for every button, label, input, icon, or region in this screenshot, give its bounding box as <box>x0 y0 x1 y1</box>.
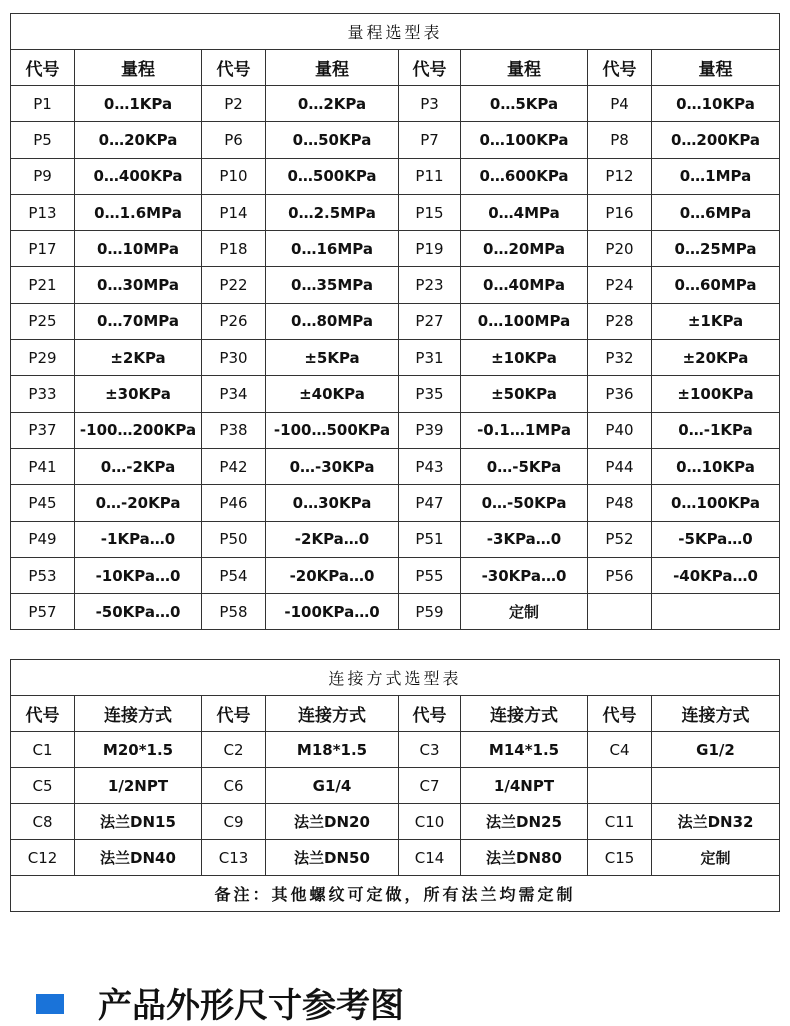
range-value-cell: -100KPa…0 <box>266 594 399 630</box>
range-code-cell: P27 <box>399 303 461 339</box>
range-code-cell: P39 <box>399 412 461 448</box>
connection-value-cell: 1/2NPT <box>75 768 202 804</box>
connection-row <box>11 768 780 804</box>
range-value-cell: 0…50KPa <box>266 122 399 158</box>
range-code-cell: P38 <box>202 412 266 448</box>
connection-code-cell: C4 <box>588 732 652 768</box>
range-row <box>11 267 780 303</box>
range-table-header-row <box>11 50 780 86</box>
range-code-cell: P51 <box>399 521 461 557</box>
range-value-cell: 0…600KPa <box>461 158 588 194</box>
range-value-cell: 0…-20KPa <box>75 485 202 521</box>
range-value-cell: -20KPa…0 <box>266 557 399 593</box>
range-code-cell: P43 <box>399 448 461 484</box>
range-row <box>11 303 780 339</box>
range-value-cell: 0…-2KPa <box>75 448 202 484</box>
range-selection-table <box>10 13 780 630</box>
range-code-cell: P33 <box>11 376 75 412</box>
range-value-cell: 0…10MPa <box>75 231 202 267</box>
range-code-cell: P26 <box>202 303 266 339</box>
range-code-cell: P57 <box>11 594 75 630</box>
connection-table-title-row <box>11 660 780 696</box>
connection-code-cell: C6 <box>202 768 266 804</box>
range-code-cell: P30 <box>202 340 266 376</box>
range-value-cell: 0…200KPa <box>652 122 780 158</box>
range-code-cell: P15 <box>399 194 461 230</box>
connection-row <box>11 840 780 876</box>
range-value-cell: 0…60MPa <box>652 267 780 303</box>
range-value-cell: -2KPa…0 <box>266 521 399 557</box>
connection-note: 备注：其他螺纹可定做，所有法兰均需定制 <box>11 876 780 912</box>
range-code-cell: P36 <box>588 376 652 412</box>
range-value-cell: 0…40MPa <box>461 267 588 303</box>
connection-value-cell: M14*1.5 <box>461 732 588 768</box>
range-code-cell: P7 <box>399 122 461 158</box>
range-code-cell: P29 <box>11 340 75 376</box>
range-code-cell: P11 <box>399 158 461 194</box>
range-code-cell: P42 <box>202 448 266 484</box>
range-value-cell: ±2KPa <box>75 340 202 376</box>
range-value-cell: 0…10KPa <box>652 448 780 484</box>
connection-code-cell: C11 <box>588 804 652 840</box>
range-code-cell: P46 <box>202 485 266 521</box>
range-value-cell: ±10KPa <box>461 340 588 376</box>
range-value-cell: -0.1…1MPa <box>461 412 588 448</box>
range-value-cell: 0…2.5MPa <box>266 194 399 230</box>
range-code-cell: P54 <box>202 557 266 593</box>
connection-header-cell: 连接方式 <box>75 696 202 732</box>
range-value-cell: 0…-5KPa <box>461 448 588 484</box>
range-code-cell: P18 <box>202 231 266 267</box>
connection-value-cell: M20*1.5 <box>75 732 202 768</box>
range-code-cell: P40 <box>588 412 652 448</box>
range-value-cell: ±30KPa <box>75 376 202 412</box>
range-value-cell: -40KPa…0 <box>652 557 780 593</box>
range-row <box>11 412 780 448</box>
connection-header-cell: 连接方式 <box>266 696 399 732</box>
range-row <box>11 448 780 484</box>
connection-header-cell: 代号 <box>202 696 266 732</box>
range-value-cell: 0…500KPa <box>266 158 399 194</box>
range-table-title-row <box>11 14 780 50</box>
range-code-cell: P55 <box>399 557 461 593</box>
range-code-cell: P32 <box>588 340 652 376</box>
connection-code-cell: C12 <box>11 840 75 876</box>
range-code-cell: P50 <box>202 521 266 557</box>
range-table-title: 量程选型表 <box>11 14 780 50</box>
range-value-cell: ±50KPa <box>461 376 588 412</box>
range-value-cell: 0…100MPa <box>461 303 588 339</box>
range-row <box>11 340 780 376</box>
range-value-cell: 0…1MPa <box>652 158 780 194</box>
range-code-cell: P14 <box>202 194 266 230</box>
range-code-cell: P28 <box>588 303 652 339</box>
section-heading-text: 产品外形尺寸参考图 <box>98 986 404 1026</box>
range-code-cell: P35 <box>399 376 461 412</box>
range-value-cell: -10KPa…0 <box>75 557 202 593</box>
connection-code-cell <box>588 768 652 804</box>
connection-value-cell: 1/4NPT <box>461 768 588 804</box>
range-value-cell: 0…16MPa <box>266 231 399 267</box>
range-value-cell: 0…100KPa <box>652 485 780 521</box>
range-code-cell: P49 <box>11 521 75 557</box>
range-value-cell: 0…80MPa <box>266 303 399 339</box>
range-value-cell: ±5KPa <box>266 340 399 376</box>
connection-code-cell: C7 <box>399 768 461 804</box>
range-code-cell: P24 <box>588 267 652 303</box>
connection-code-cell: C3 <box>399 732 461 768</box>
connection-value-cell: 法兰DN15 <box>75 804 202 840</box>
connection-header-cell: 连接方式 <box>652 696 780 732</box>
range-value-cell: 0…2KPa <box>266 86 399 122</box>
range-row <box>11 521 780 557</box>
range-code-cell: P13 <box>11 194 75 230</box>
range-code-cell: P19 <box>399 231 461 267</box>
range-value-cell: ±40KPa <box>266 376 399 412</box>
section-heading <box>36 984 404 1024</box>
range-code-cell: P59 <box>399 594 461 630</box>
range-row <box>11 158 780 194</box>
range-code-cell: P9 <box>11 158 75 194</box>
range-value-cell: 0…4MPa <box>461 194 588 230</box>
connection-header-cell: 连接方式 <box>461 696 588 732</box>
range-code-cell: P45 <box>11 485 75 521</box>
range-code-cell: P10 <box>202 158 266 194</box>
range-code-cell: P20 <box>588 231 652 267</box>
range-code-cell: P37 <box>11 412 75 448</box>
connection-row <box>11 732 780 768</box>
range-code-cell: P3 <box>399 86 461 122</box>
range-value-cell: 0…-30KPa <box>266 448 399 484</box>
connection-code-cell: C2 <box>202 732 266 768</box>
range-code-cell: P2 <box>202 86 266 122</box>
connection-header-cell: 代号 <box>11 696 75 732</box>
range-code-cell: P52 <box>588 521 652 557</box>
connection-code-cell: C13 <box>202 840 266 876</box>
range-value-cell: -100…500KPa <box>266 412 399 448</box>
connection-value-cell <box>652 768 780 804</box>
connection-value-cell: 法兰DN25 <box>461 804 588 840</box>
range-code-cell: P47 <box>399 485 461 521</box>
range-value-cell: 0…10KPa <box>652 86 780 122</box>
range-value-cell: 0…30MPa <box>75 267 202 303</box>
range-code-cell: P22 <box>202 267 266 303</box>
range-value-cell: ±20KPa <box>652 340 780 376</box>
connection-value-cell: 定制 <box>652 840 780 876</box>
range-value-cell: 0…400KPa <box>75 158 202 194</box>
range-value-cell: 0…35MPa <box>266 267 399 303</box>
connection-value-cell: 法兰DN80 <box>461 840 588 876</box>
range-row <box>11 231 780 267</box>
range-row <box>11 376 780 412</box>
range-value-cell: 0…20KPa <box>75 122 202 158</box>
range-code-cell: P53 <box>11 557 75 593</box>
connection-selection-table <box>10 659 780 912</box>
range-row <box>11 485 780 521</box>
range-code-cell: P8 <box>588 122 652 158</box>
range-value-cell: -3KPa…0 <box>461 521 588 557</box>
range-header-cell: 量程 <box>461 50 588 86</box>
range-header-cell: 量程 <box>266 50 399 86</box>
range-value-cell: 0…5KPa <box>461 86 588 122</box>
range-code-cell: P25 <box>11 303 75 339</box>
range-value-cell: 0…-50KPa <box>461 485 588 521</box>
connection-header-cell: 代号 <box>588 696 652 732</box>
range-value-cell: ±100KPa <box>652 376 780 412</box>
range-value-cell: 0…100KPa <box>461 122 588 158</box>
range-code-cell: P1 <box>11 86 75 122</box>
connection-table-title: 连接方式选型表 <box>11 660 780 696</box>
range-row <box>11 557 780 593</box>
heading-marker <box>36 994 64 1014</box>
range-code-cell: P12 <box>588 158 652 194</box>
range-value-cell: 0…20MPa <box>461 231 588 267</box>
range-code-cell: P34 <box>202 376 266 412</box>
range-value-cell: 0…70MPa <box>75 303 202 339</box>
connection-value-cell: 法兰DN50 <box>266 840 399 876</box>
range-value-cell: 0…25MPa <box>652 231 780 267</box>
range-value-cell: 0…6MPa <box>652 194 780 230</box>
range-code-cell: P5 <box>11 122 75 158</box>
range-header-cell: 代号 <box>399 50 461 86</box>
connection-value-cell: G1/2 <box>652 732 780 768</box>
connection-row <box>11 804 780 840</box>
connection-code-cell: C1 <box>11 732 75 768</box>
connection-code-cell: C8 <box>11 804 75 840</box>
range-code-cell: P4 <box>588 86 652 122</box>
range-code-cell: P16 <box>588 194 652 230</box>
range-header-cell: 量程 <box>652 50 780 86</box>
connection-value-cell: 法兰DN40 <box>75 840 202 876</box>
range-value-cell: -100…200KPa <box>75 412 202 448</box>
range-code-cell: P17 <box>11 231 75 267</box>
range-header-cell: 代号 <box>202 50 266 86</box>
range-value-cell: 0…-1KPa <box>652 412 780 448</box>
range-code-cell: P23 <box>399 267 461 303</box>
connection-table-header-row <box>11 696 780 732</box>
range-header-cell: 代号 <box>11 50 75 86</box>
range-row <box>11 194 780 230</box>
range-value-cell <box>652 594 780 630</box>
range-header-cell: 量程 <box>75 50 202 86</box>
connection-value-cell: M18*1.5 <box>266 732 399 768</box>
connection-code-cell: C9 <box>202 804 266 840</box>
range-value-cell: -50KPa…0 <box>75 594 202 630</box>
connection-value-cell: G1/4 <box>266 768 399 804</box>
connection-code-cell: C5 <box>11 768 75 804</box>
range-value-cell: ±1KPa <box>652 303 780 339</box>
range-code-cell: P58 <box>202 594 266 630</box>
range-code-cell: P56 <box>588 557 652 593</box>
range-code-cell: P48 <box>588 485 652 521</box>
range-code-cell <box>588 594 652 630</box>
range-header-cell: 代号 <box>588 50 652 86</box>
connection-code-cell: C10 <box>399 804 461 840</box>
connection-code-cell: C15 <box>588 840 652 876</box>
range-code-cell: P44 <box>588 448 652 484</box>
range-value-cell: 0…1.6MPa <box>75 194 202 230</box>
connection-header-cell: 代号 <box>399 696 461 732</box>
range-row <box>11 122 780 158</box>
range-value-cell: -30KPa…0 <box>461 557 588 593</box>
connection-code-cell: C14 <box>399 840 461 876</box>
range-value-cell: -1KPa…0 <box>75 521 202 557</box>
range-code-cell: P41 <box>11 448 75 484</box>
connection-note-row <box>11 876 780 912</box>
connection-value-cell: 法兰DN20 <box>266 804 399 840</box>
connection-value-cell: 法兰DN32 <box>652 804 780 840</box>
range-code-cell: P6 <box>202 122 266 158</box>
range-row <box>11 86 780 122</box>
range-value-cell: -5KPa…0 <box>652 521 780 557</box>
range-code-cell: P31 <box>399 340 461 376</box>
range-value-cell: 0…1KPa <box>75 86 202 122</box>
range-row <box>11 594 780 630</box>
range-value-cell: 0…30KPa <box>266 485 399 521</box>
range-code-cell: P21 <box>11 267 75 303</box>
range-value-cell: 定制 <box>461 594 588 630</box>
